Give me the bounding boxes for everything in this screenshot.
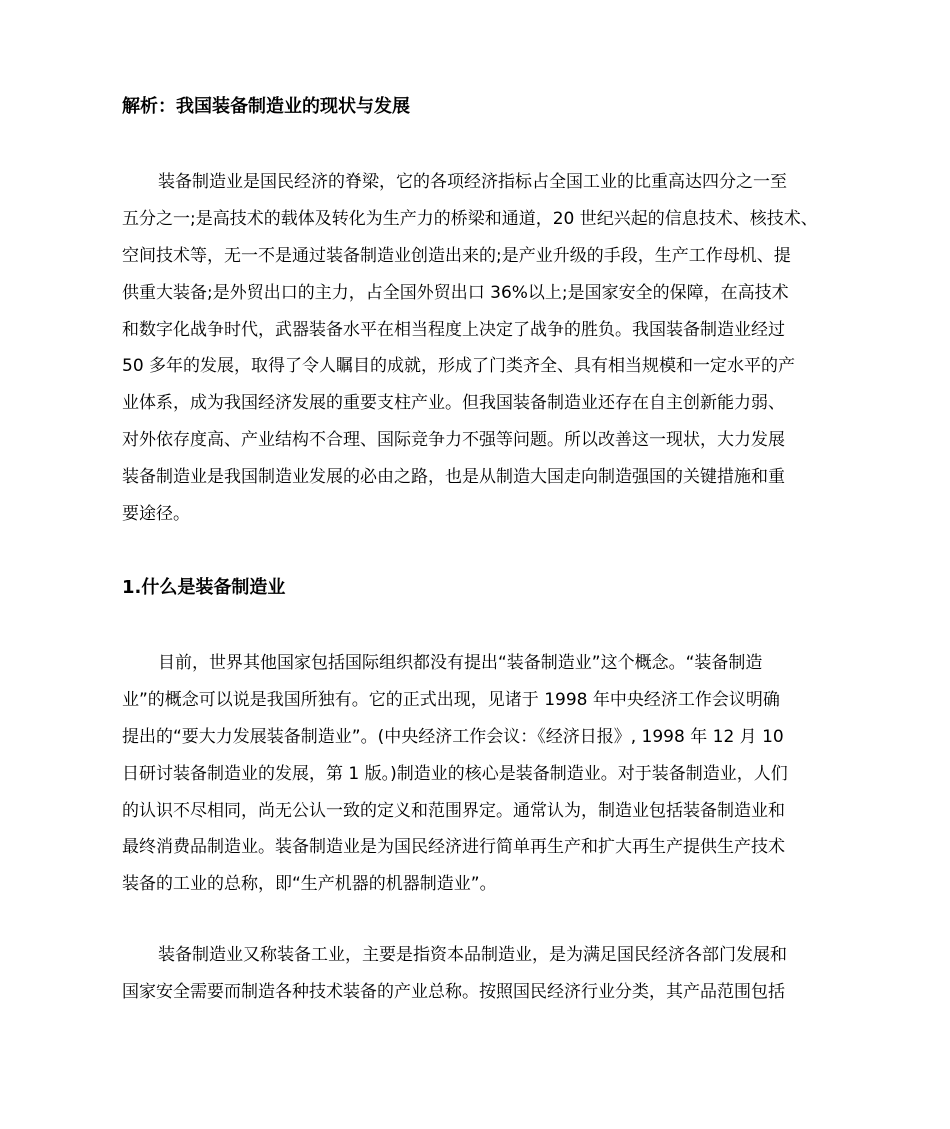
- text-line: 50 多年的发展，取得了令人瞩目的成就，形成了门类齐全、具有相当规模和一定水平的产: [122, 356, 796, 377]
- text-line: 提出的“要大力发展装备制造业”。(中央经济工作会议：《经济日报》, 1998 年 12 月 10: [122, 726, 784, 747]
- page-title: 解析：我国装备制造业的现状与发展: [122, 96, 410, 117]
- text-line: 五分之一;是高技术的载体及转化为生产力的桥梁和通道，20 世纪兴起的信息技术、核技术、: [122, 208, 818, 229]
- paragraph-scope: [122, 937, 830, 1011]
- text-line: 日研讨装备制造业的发展，第 1 版。)制造业的核心是装备制造业。对于装备制造业，人们: [122, 763, 788, 784]
- text-line: 目前，世界其他国家包括国际组织都没有提出“装备制造业”这个概念。“装备制造: [158, 653, 763, 673]
- text-line: 装备的工业的总称，即“生产机器的机器制造业”。: [122, 874, 497, 895]
- text-line: 和数字化战争时代，武器装备水平在相当程度上决定了战争的胜负。我国装备制造业经过: [122, 319, 785, 340]
- text-line: 业”的概念可以说是我国所独有。它的正式出现，见诸于 1998 年中央经济工作会议明确: [122, 689, 780, 710]
- text-line: 要途径。: [122, 504, 190, 525]
- text-line: 最终消费品制造业。装备制造业是为国民经济进行简单再生产和扩大再生产提供生产技术: [122, 837, 785, 858]
- section-heading: 1.什么是装备制造业: [122, 577, 286, 598]
- text-line: 装备制造业是国民经济的脊梁，它的各项经济指标占全国工业的比重高达四分之一至: [158, 172, 787, 192]
- text-line: 的认识不尽相同，尚无公认一致的定义和范围界定。通常认为，制造业包括装备制造业和: [122, 800, 785, 821]
- paragraph-definition: [122, 645, 830, 903]
- text-line: 供重大装备;是外贸出口的主力，占全国外贸出口 36%以上;是国家安全的保障，在高技术: [122, 282, 789, 303]
- paragraph-intro: [122, 164, 830, 533]
- text-line: 业体系，成为我国经济发展的重要支柱产业。但我国装备制造业还存在自主创新能力弱、: [122, 393, 785, 414]
- text-line: 空间技术等，无一不是通过装备制造业创造出来的;是产业升级的手段，生产工作母机、提: [122, 245, 791, 266]
- text-line: 装备制造业又称装备工业，主要是指资本品制造业，是为满足国民经济各部门发展和: [158, 945, 787, 965]
- text-line: 国家安全需要而制造各种技术装备的产业总称。按照国民经济行业分类，其产品范围包括: [122, 981, 785, 1002]
- text-line: 装备制造业是我国制造业发展的必由之路，也是从制造大国走向制造强国的关键措施和重: [122, 467, 785, 488]
- text-line: 对外依存度高、产业结构不合理、国际竞争力不强等问题。所以改善这一现状，大力发展: [122, 430, 785, 451]
